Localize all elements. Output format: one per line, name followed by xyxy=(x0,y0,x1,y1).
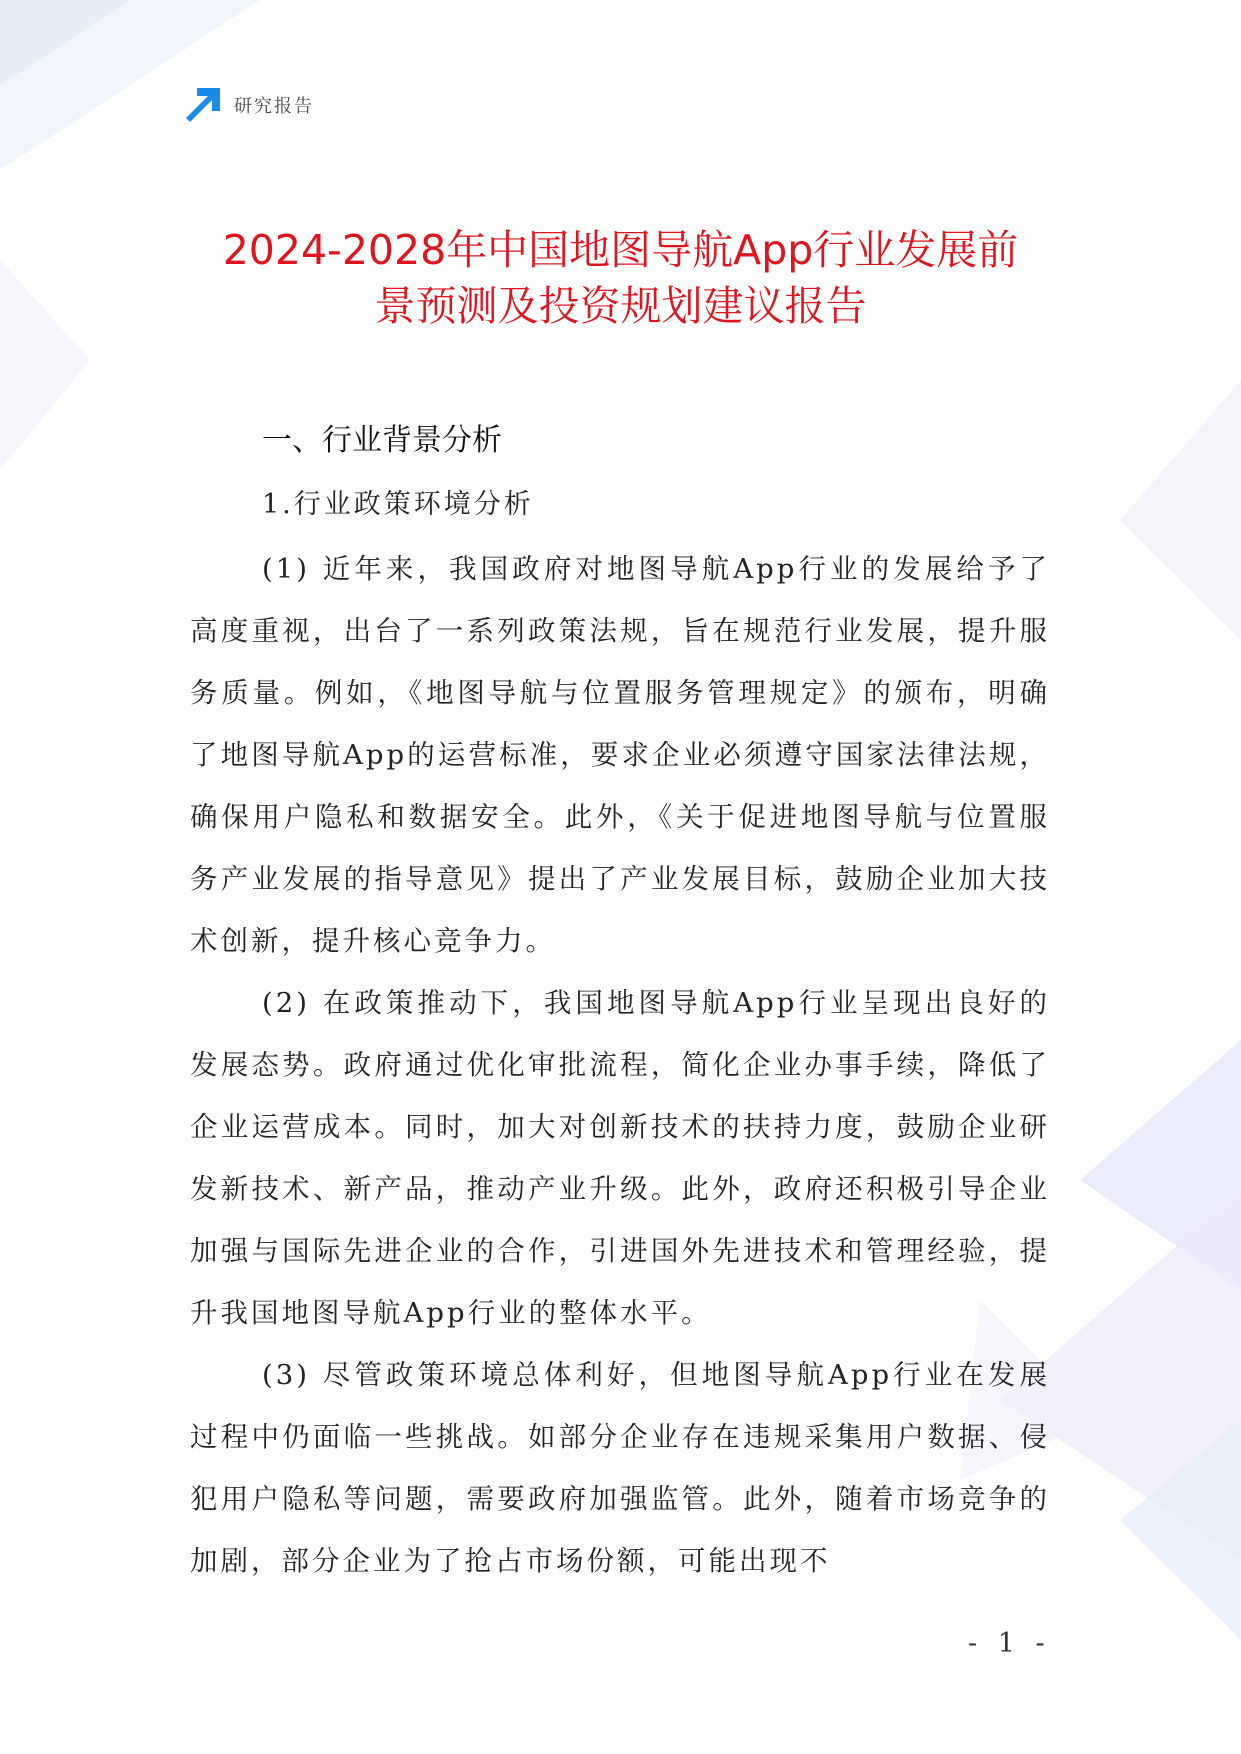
sub-heading: 1.行业政策环境分析 xyxy=(262,489,534,520)
arrow-up-right-icon xyxy=(186,88,220,122)
report-title-line-1: 2024-2028年中国地图导航App行业发展前 xyxy=(222,226,1019,274)
report-title xyxy=(150,222,1091,334)
paragraph-1: (1) 近年来，我国政府对地图导航App行业的发展给予了高度重视，出台了一系列政策法规，旨在规范行业发展，提升服务质量。例如，《地图导航与位置服务管理规定》的颁布，明确了地图导航App的运营标准，要求企业必须遵守国家法律法规，确保用户隐私和数据安全。此外，《关于促进地图导航与位置服务产业发展的指导意见》提出了产业发展目标，鼓励企业加大技术创新，提升核心竞争力。 xyxy=(190,553,1050,957)
page-number: - 1 - xyxy=(968,1628,1051,1659)
section-heading: 一、行业背景分析 xyxy=(262,423,502,458)
paragraph-2: (2) 在政策推动下，我国地图导航App行业呈现出良好的发展态势。政府通过优化审批流程，简化企业办事手续，降低了企业运营成本。同时，加大对创新技术的扶持力度，鼓励企业研发新技术、新产品，推动产业升级。此外，政府还积极引导企业加强与国际先进企业的合作，引进国外先进技术和管理经验，提升我国地图导航App行业的整体水平。 xyxy=(190,987,1050,1329)
header-label: 研究报告 xyxy=(234,96,314,117)
paragraph-3: (3) 尽管政策环境总体利好，但地图导航App行业在发展过程中仍面临一些挑战。如部分企业存在违规采集用户数据、侵犯用户隐私等问题，需要政府加强监管。此外，随着市场竞争的加剧，部分企业为了抢占市场份额，可能出现不 xyxy=(190,1359,1050,1577)
body-text xyxy=(190,538,1050,1592)
report-title-line-2: 景预测及投资规划建议报告 xyxy=(374,282,867,330)
report-header xyxy=(186,88,314,122)
